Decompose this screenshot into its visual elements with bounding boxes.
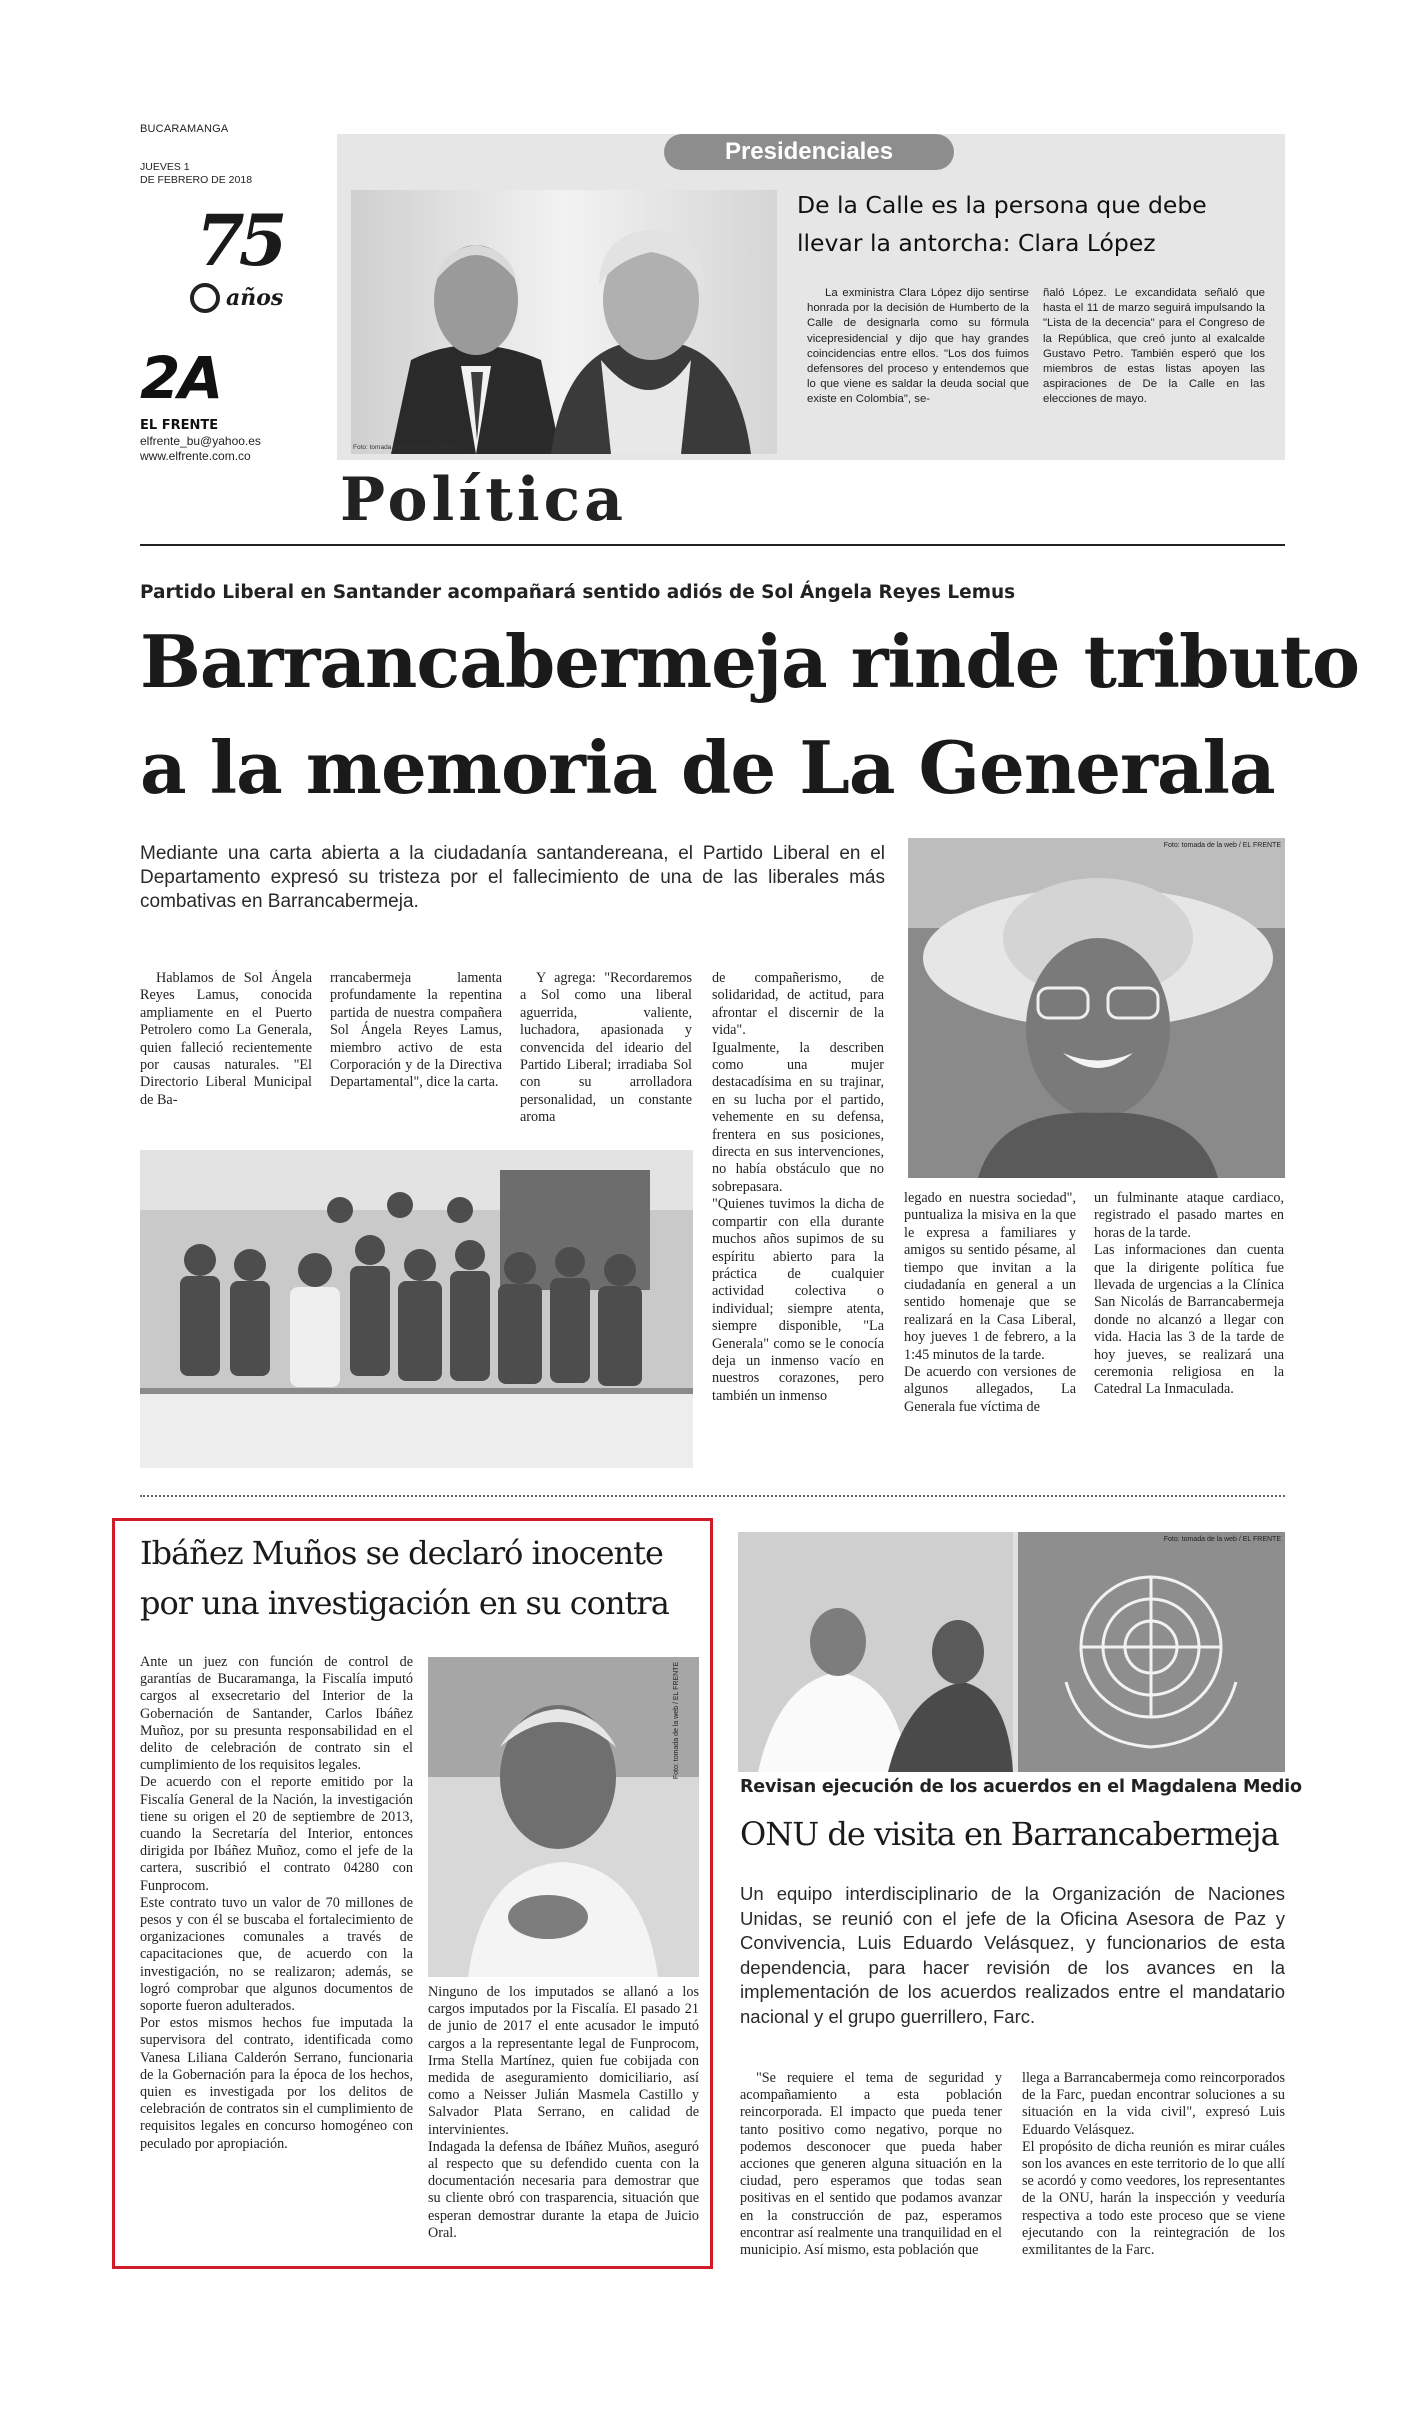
onu-col-2: llega a Barrancabermeja como reincorporados de la Farc, puedan encontrar soluciones a su situación en la vida civil", expresó Luis Eduardo Velásquez. El propósito de dicha reunión es mirar cuáles son los avances en este territorio de lo que allí se acordó y como veedores, los representantes de la ONU, harán la inspección y veeduría respectiva a todo este proceso que se viene ejecutando con la reintegración de los exmilitantes de la Farc. [1022, 2070, 1285, 2259]
anniversary-word: años [226, 285, 284, 311]
photo-liberal-group [140, 1150, 693, 1468]
page-number: 2A [140, 344, 222, 412]
date-line-1: JUEVES 1 [140, 161, 190, 173]
main-col-6: un fulminante ataque cardiaco, registrado el pasado martes en horas de la tarde. Las informaciones dan cuenta que la dirigente política fue llevada de urgencias a la Clínica San Nicolás de Barrancabermeja donde no alcanzó a llegar con vida. Hacia las 3 de la tarde de hoy jueves, se realizará una ceremonia religiosa en la Catedral La Inmaculada. [1094, 1190, 1284, 1398]
city-label: BUCARAMANGA [140, 123, 229, 135]
main-headline-1: Barrancabermeja rinde tributo [140, 619, 1360, 704]
anniversary-number: 75 [196, 199, 282, 282]
paper-website: www.elfrente.com.co [140, 449, 251, 463]
ibanez-headline: Ibáñez Muños se declaró inocente por una investigación en su contra [140, 1534, 669, 1622]
presidenciales-box [337, 134, 1285, 460]
section-title: Política [340, 465, 628, 535]
main-kicker: Partido Liberal en Santander acompañará sentido adiós de Sol Ángela Reyes Lemus [140, 582, 1016, 603]
presidenciales-headline: De la Calle es la persona que debe llevar la antorcha: Clara López [797, 191, 1207, 257]
presidenciales-col-2: ñaló López. Le excandidata señaló que hasta el 11 de marzo seguirá impulsando la "Lista de la decencia" para el Congreso de la República, que creó junto al exalcalde Gustavo Petro. También esperó que los miembros de estas listas apoyen las aspiraciones de De la Calle en las elecciones de mayo. [1043, 287, 1265, 406]
onu-kicker: Revisan ejecución de los acuerdos en el Magdalena Medio [740, 1777, 1302, 1797]
photo-delacalle-lopez [351, 190, 777, 454]
onu-lead: Un equipo interdisciplinario de la Organización de Naciones Unidas, se reunió con el jefe de la Oficina Asesora de Paz y Convivencia, Luis Eduardo Velásquez, y funcionarios de esta dependencia, para hacer revisión de los avances en la implementación de los acuerdos realizados entre el mandatario nacional y el grupo guerrillero, Farc. [740, 1883, 1285, 2027]
photo-ibanez [428, 1657, 699, 1977]
photo-credit-onu: Foto: tomada de la web / EL FRENTE [1163, 1536, 1281, 1543]
onu-col-1: "Se requiere el tema de seguridad y acompañamiento a esta población reincorporada. El impacto que pueda tener tanto positivo como negativo, porque no podemos desconocer que pueda haber acciones que generen alguna situación en la ciudad, pero esperamos que todas sean positivas en el sentido que podamos avanzar en la construcción de paz, esperamos encontrar así realmente una tranquilidad en el municipio. Así mismo, esta población que [740, 2070, 1002, 2259]
ibanez-col-2: Ninguno de los imputados se allanó a los cargos imputados por la Fiscalía. El pasado 21 de junio de 2017 el ente acusador le imputó cargos a la representante legal de Funprocom, Irma Stella Martínez, quien fue cobijada con medida de aseguramiento domiciliario, así como a Neisser Julián Masmela Castillo y Salvador Plata Serrano, en calidad de intervinientes. Indagada la defensa de Ibáñez Muños, aseguró al respecto que su defendido cuenta con la documentación necesaria para demostrar que su cliente obró con trasparencia, situación que esperan demostrar durante la etapa de Juicio Oral. [428, 1984, 699, 2241]
onu-headline: ONU de visita en Barrancabermeja [740, 1815, 1279, 1853]
main-col-4: de compañerismo, de solidaridad, de actitud, para afrontar el discernir de la vida". Igualmente, la describen como una mujer destacadísima en su trajinar, en su lucha por el partido, vehemente en su defensa, frentera en sus posiciones, directa en sus intervenciones, no había obstáculo que no sobrepasara. "Quienes tuvimos la dicha de compartir con ella durante muchos años supimos de su espíritu abierto para la práctica de cualquier actividad colectiva o individual; siempre atenta, siempre disponible, "La Generala" como se le conocía deja un inmenso vacío en nuestros corazones, pero también un inmenso [712, 970, 884, 1404]
photo-onu [738, 1532, 1285, 1772]
date-line-2: DE FEBRERO DE 2018 [140, 174, 253, 186]
main-headline-2: a la memoria de La Generala [140, 725, 1275, 810]
main-col-3: Y agrega: "Recordaremos a Sol como una liberal aguerrida, valiente, luchadora, apasionada y convencida del ideario del Partido Liberal; irradiaba Sol con su arrolladora personalidad, un constante aroma [520, 970, 692, 1126]
presidenciales-tag: Presidenciales [664, 134, 954, 170]
anniversary-logo [182, 199, 292, 335]
section-rule [140, 544, 1285, 546]
photo-la-generala [908, 838, 1285, 1178]
main-col-5: legado en nuestra sociedad", puntualiza la misiva en la que le expresa a familiares y amigos su sentido pésame, al tiempo que invitan a la ciudadanía en general a un sentido homenaje que se realizará en la Casa Liberal, hoy jueves 1 de febrero, a la 1:45 minutos de la tarde. De acuerdo con versiones de algunos allegados, La Generala fue víctima de [904, 1190, 1076, 1415]
photo-credit-generala: Foto: tomada de la web / EL FRENTE [1163, 842, 1281, 849]
paper-email: elfrente_bu@yahoo.es [140, 434, 261, 448]
main-lead: Mediante una carta abierta a la ciudadanía santandereana, el Partido Liberal en el Departamento expresó su tristeza por el fallecimiento de una de las liberales más combativas en Barrancabermeja. [140, 843, 885, 912]
presidenciales-col-1: La exministra Clara López dijo sentirse honrada por la decisión de Humberto de la Calle de designarla como su fórmula vicepresidencial y dijo que hay grandes coincidencias entre ellos. "Los dos fuimos defensores del proceso y entendemos que lo que viene es saldar la deuda social que existe en Colombia", se- [807, 287, 1029, 406]
main-col-2: rrancabermeja lamenta profundamente la repentina partida de nuestra compañera Sol Ángela Reyes Lamus, miembro activo de esta Corporación y de la Directiva Departamental", dice la carta. [330, 970, 502, 1091]
paper-name: EL FRENTE [140, 418, 219, 433]
main-col-1: Hablamos de Sol Ángela Reyes Lamus, conocida ampliamente en el Puerto Petrolero como La Generala, quien falleció recientemente por causas naturales. "El Directorio Liberal Municipal de Ba- [140, 970, 312, 1108]
anniversary-circle-icon [190, 283, 220, 313]
photo-credit-presidenciales: Foto: tomada de la web / EL FRENTE [353, 444, 462, 451]
photo-credit-ibanez: Foto: tomada de la web / EL FRENTE [672, 1661, 680, 1780]
ibanez-col-1: Ante un juez con función de control de garantías de Bucaramanga, la Fiscalía imputó cargos al exsecretario del Interior de la Gobernación de Santander, Carlos Ibáñez Muñoz, por su presunta responsabilidad en el delito de celebración de contrato sin el cumplimiento de los requisitos legales. De acuerdo con el reporte emitido por la Fiscalía General de la Nación, la investigación tiene su origen el 20 de septiembre de 2013, cuando la Secretaría del Interior, entonces dirigida por Ibáñez Muñoz, como el jefe de la cartera, suscribió el contrato 04280 con Funprocom. Este contrato tuvo un valor de 70 millones de pesos y con él se buscaba el fortalecimiento de organizaciones comunales a través de capacitaciones que, de acuerdo con la investigación, no se realizaron; además, se logró comprobar que algunos documentos de soporte fueron adulterados. Por estos mismos hechos fue imputada la supervisora del contrato, identificada como Vanesa Liliana Calderón Serrano, funcionaria de la Gobernación para la época de los hechos, quien es investigada por los delitos de celebración de contratos sin el cumplimiento de requisitos legales en concurso homogéneo con peculado por apropiación. [140, 1654, 413, 2152]
story-divider [140, 1495, 1285, 1497]
